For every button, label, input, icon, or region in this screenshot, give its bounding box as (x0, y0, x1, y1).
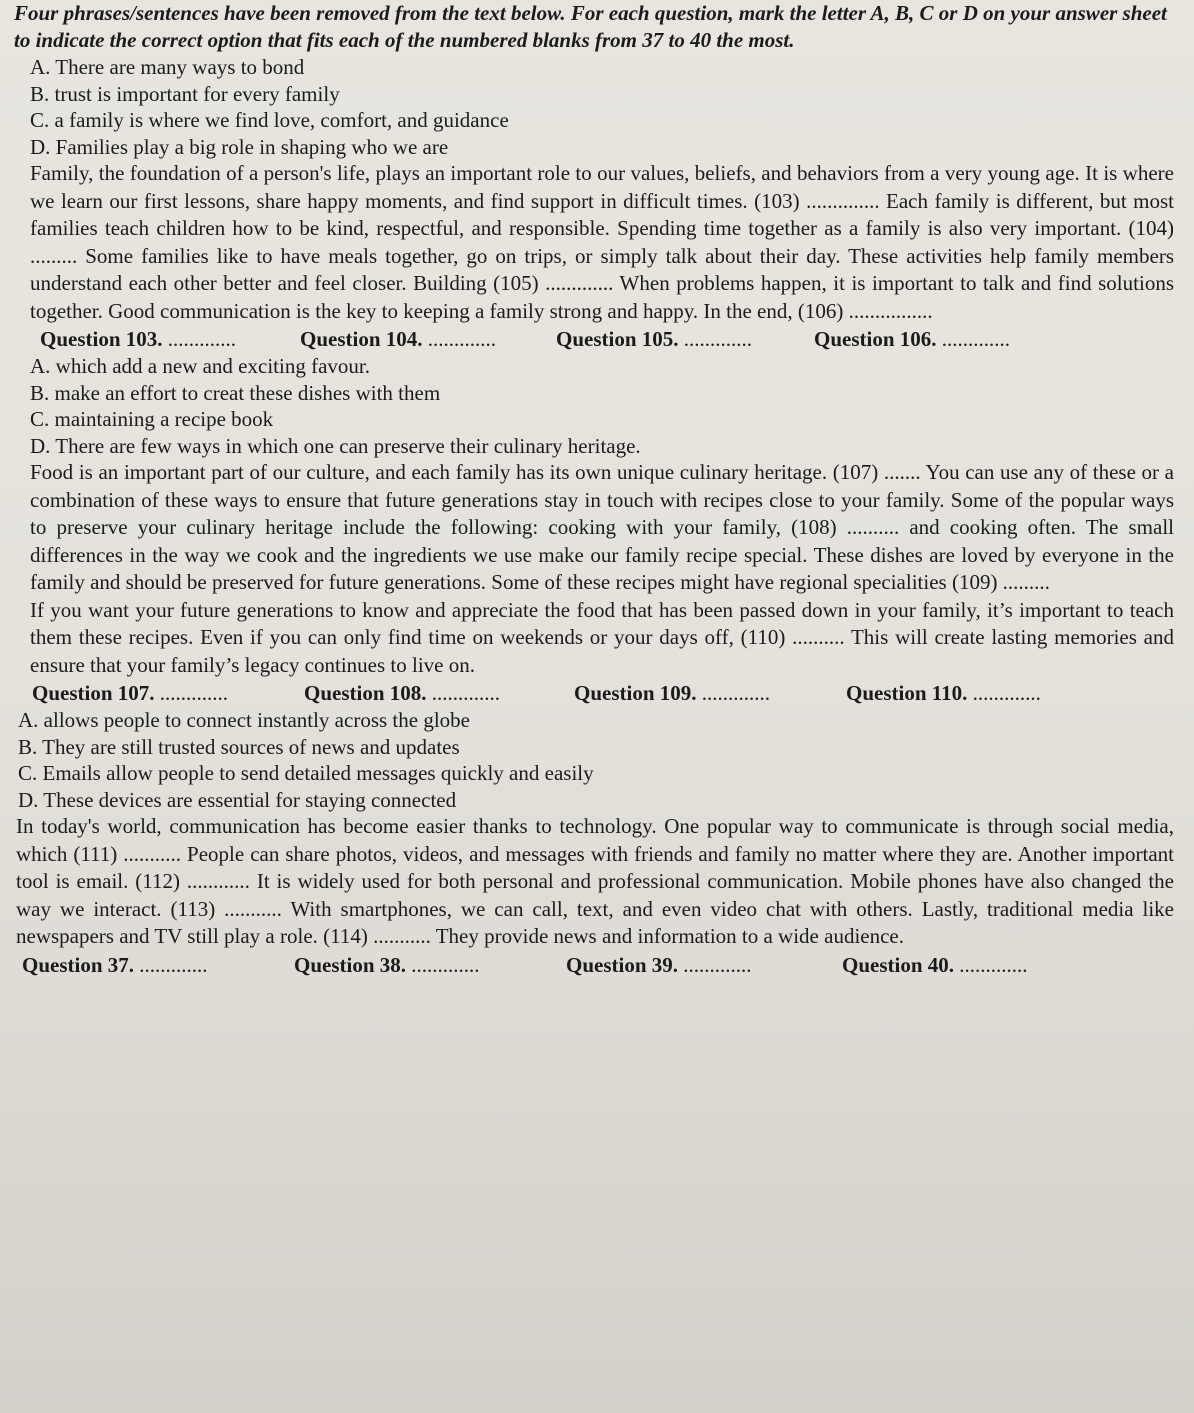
option-d: D. Families play a big role in shaping who we are (30, 134, 449, 159)
option-a: A. allows people to connect instantly across the globe (18, 708, 470, 732)
question-107[interactable]: Question 107. ............. (32, 681, 229, 705)
section-family (14, 54, 1174, 353)
answer-blank: ............. (941, 327, 1011, 351)
option-c: C. a family is where we find love, comfort, and guidance (30, 108, 509, 132)
passage-family: Family, the foundation of a person's life, plays an important role to our values, beliefs, and behaviors from a very young age. It is where we learn our first lessons, share happy moments, and find support in difficult times. (103) .............. Each family is different, but most families teach children how to be kind, respectful, and responsible. Spending time together as a family is also very important. (104) ......... Some families like to have meals together, go on trips, or simply talk about their day. These activities help family members understand each other better and feel closer. Building (105) ............. When problems happen, it is important to talk and find solutions together. Good communication is the key to keeping a family strong and happy. In the end, (106) ................ (30, 161, 1174, 323)
answer-blank: ............. (683, 327, 753, 351)
question-110[interactable]: Question 110. ............. (846, 681, 1041, 705)
question-105[interactable]: Question 105. ............. (556, 327, 753, 351)
question-row (14, 951, 1174, 979)
option-c: C. Emails allow people to send detailed messages quickly and easily (18, 761, 594, 785)
answer-blank: ............. (167, 327, 237, 351)
question-row (14, 325, 1174, 353)
section-culinary (14, 353, 1174, 707)
answer-blank: ............. (959, 952, 1028, 977)
option-a: A. There are many ways to bond (30, 55, 305, 79)
passage-culinary: Food is an important part of our culture, and each family has its own unique culinary heritage. (107) ....... You can use any of these or a combination of these ways to ensure that future generations stay in touch with recipes close to your family. Some of the popular ways to preserve your culinary heritage include the following: cooking with your family, (108) .......... and cooking often. The small differences in the way we cook and the ingredients we use make our family recipe special. These dishes are loved by everyone in the family and should be preserved for future generations. Some of these recipes might have regional specialities (109) ......... (30, 460, 1174, 594)
option-b: B. trust is important for every family (30, 81, 340, 106)
passage-communication: In today's world, communication has become easier thanks to technology. One popular way to communicate is through social media, which (111) ........... People can share photos, videos, and messages with friends and family no matter where they are. Another important tool is email. (112) ............ It is widely used for both personal and professional communication. Mobile phones have also changed the way we interact. (113) ........... With smartphones, we can call, text, and even video chat with others. Lastly, traditional media like newspapers and TV still play a role. (114) ........... They provide news and information to a wide audience. (16, 814, 1174, 948)
option-c: C. maintaining a recipe book (30, 407, 274, 431)
answer-blank: ............. (159, 681, 229, 705)
question-103[interactable]: Question 103. ............. (40, 327, 237, 351)
option-d: D. There are few ways in which one can preserve their culinary heritage. (30, 433, 641, 458)
worksheet (14, 0, 1174, 979)
answer-blank: ............. (427, 327, 497, 351)
question-108[interactable]: Question 108. ............. (304, 681, 501, 705)
option-d: D. These devices are essential for staying connected (18, 787, 457, 812)
question-109[interactable]: Question 109. ............. (574, 681, 771, 705)
question-38[interactable]: Question 38. ............. (294, 952, 480, 977)
passage-culinary-2: If you want your future generations to know and appreciate the food that has been passed down in your family, it’s important to teach them these recipes. Even if you can only find time on weekends or your days off, (110) .......... This will create lasting memories and ensure that your family’s legacy continues to live on. (30, 597, 1174, 677)
option-b: B. make an effort to creat these dishes with them (30, 380, 441, 405)
question-37[interactable]: Question 37. ............. (22, 952, 208, 977)
question-row (14, 679, 1174, 707)
question-106[interactable]: Question 106. ............. (814, 327, 1011, 351)
answer-blank: ............. (972, 681, 1041, 705)
section-communication (14, 707, 1174, 979)
question-104[interactable]: Question 104. ............. (300, 327, 497, 351)
answer-blank: ............. (139, 952, 208, 977)
question-40[interactable]: Question 40. ............. (842, 952, 1028, 977)
instruction-text: Four phrases/sentences have been removed from the text below. For each question, mark the letter A, B, C or D on your answer sheet to indicate the correct option that fits each of the numbered blanks from 37 to 40 the most. (14, 1, 1167, 52)
question-39[interactable]: Question 39. ............. (566, 952, 752, 977)
option-b: B. They are still trusted sources of news and updates (18, 734, 460, 759)
answer-blank: ............. (431, 681, 501, 705)
answer-blank: ............. (411, 952, 480, 977)
option-a: A. which add a new and exciting favour. (30, 354, 370, 378)
answer-blank: ............. (683, 952, 752, 977)
answer-blank: ............. (701, 681, 771, 705)
